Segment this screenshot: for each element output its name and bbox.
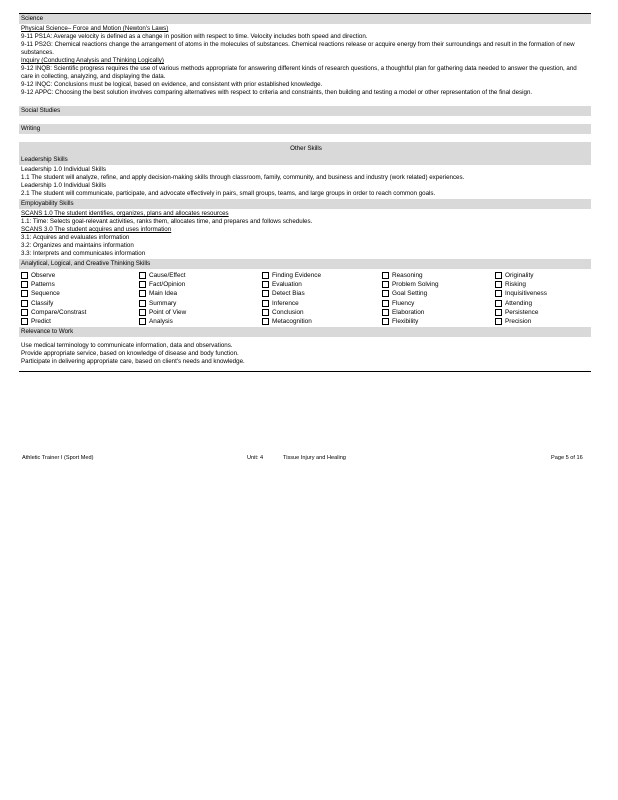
standard-line: Leadership 1.0 Individual Skills — [21, 182, 106, 189]
standard-line: Participate in delivering appropriate care, based on client's needs and knowledge. — [21, 358, 245, 366]
checkbox-column — [21, 271, 139, 326]
standard-line: Leadership 1.0 Individual Skills — [21, 166, 106, 173]
checkbox-square-icon[interactable] — [21, 281, 28, 288]
skill-label: Elaboration — [392, 308, 425, 316]
skill-label: Point of View — [149, 308, 187, 316]
skill-label: Originality — [505, 272, 534, 279]
checkbox-square-icon[interactable] — [139, 318, 146, 325]
checkbox-square-icon[interactable] — [139, 272, 146, 279]
standard-line: 1.1: Time: Selects goal-relevant activities, ranks them, allocates time, and prepares and follows schedules. — [21, 218, 313, 225]
skill-checkbox[interactable] — [495, 271, 590, 280]
checkbox-square-icon[interactable] — [382, 318, 389, 325]
leadership-header: Leadership Skills — [19, 155, 591, 165]
standard-line: 3.1: Acquires and evaluates information — [21, 234, 130, 241]
checkbox-square-icon[interactable] — [21, 290, 28, 297]
skill-label: Metacognition — [272, 317, 312, 325]
skill-checkbox[interactable] — [262, 280, 382, 289]
skill-label: Precision — [505, 317, 532, 325]
checkbox-square-icon[interactable] — [139, 281, 146, 288]
skill-label: Detect Bias — [272, 290, 305, 298]
skill-label: Fluency — [392, 299, 415, 307]
skill-label: Evaluation — [272, 281, 302, 289]
checkbox-square-icon[interactable] — [139, 300, 146, 307]
skill-label: Flexibility — [392, 317, 419, 325]
skill-checkbox[interactable] — [262, 289, 382, 298]
skill-checkbox[interactable] — [21, 299, 139, 308]
checkbox-square-icon[interactable] — [382, 300, 389, 307]
skill-checkbox[interactable] — [382, 289, 495, 298]
skill-label: Observe — [31, 272, 56, 279]
relevance-header: Relevance to Work — [19, 327, 591, 337]
checkbox-column — [382, 271, 495, 326]
skill-checkbox[interactable] — [21, 289, 139, 298]
thinking-skills-checkboxes — [19, 269, 591, 327]
skill-checkbox[interactable] — [382, 280, 495, 289]
checkbox-square-icon[interactable] — [262, 300, 269, 307]
checkbox-column — [262, 271, 382, 326]
skill-label: Attending — [505, 299, 533, 307]
standard-line: 9-12 APPC: Choosing the best solution involves comparing alternatives with respect to criteria and constraints, then building and testing a model or other representation of the final design. — [21, 89, 533, 96]
skill-label: Sequence — [31, 290, 60, 298]
checkbox-square-icon[interactable] — [495, 300, 502, 307]
skill-checkbox[interactable] — [139, 289, 262, 298]
checkbox-square-icon[interactable] — [139, 290, 146, 297]
skill-checkbox[interactable] — [21, 271, 139, 280]
skill-label: Fact/Opinion — [149, 281, 186, 289]
skill-checkbox[interactable] — [382, 271, 495, 280]
checkbox-square-icon[interactable] — [382, 290, 389, 297]
relevance-body — [19, 341, 591, 367]
skill-checkbox[interactable] — [21, 317, 139, 326]
skill-checkbox[interactable] — [382, 299, 495, 308]
standard-line: 2.1 The student will communicate, participate, and advocate effectively in pairs, small groups, teams, and large groups in order to reach common goals. — [21, 190, 436, 197]
checkbox-square-icon[interactable] — [382, 309, 389, 316]
standard-line: Use medical terminology to communicate information, data and observations. — [21, 342, 233, 350]
standard-line: SCANS 1.0 The student identifies, organizes, plans and allocates resources — [21, 210, 229, 217]
checkbox-column — [495, 271, 590, 326]
standard-line: 3.3: Interprets and communicates information — [21, 250, 146, 257]
standard-line: 1.1 The student will analyze, refine, and apply decision-making skills through classroom, family, community, and business and industry (work related) experiences. — [21, 174, 465, 181]
checkbox-square-icon[interactable] — [139, 309, 146, 316]
skill-label: Cause/Effect — [149, 272, 186, 279]
employability-body — [19, 209, 591, 259]
social-studies-header: Social Studies — [19, 106, 591, 116]
skill-label: Analysis — [149, 317, 173, 325]
standard-line: Provide appropriate service, based on knowledge of disease and body function. — [21, 350, 239, 358]
standard-line: 9-12 INQC: Conclusions must be logical, based on evidence, and consistent with prior established knowledge. — [21, 81, 323, 88]
standard-line: 9-11 PS1A: Average velocity is defined as a change in position with respect to time. Velocity includes both speed and direction. — [21, 33, 368, 40]
footer-course: Athletic Trainer I (Sport Med) — [22, 455, 94, 461]
checkbox-square-icon[interactable] — [495, 309, 502, 316]
checkbox-square-icon[interactable] — [262, 318, 269, 325]
checkbox-square-icon[interactable] — [262, 290, 269, 297]
standard-line: Inquiry (Conducting Analysis and Thinking Logically) — [21, 57, 164, 64]
other-skills-header: Other Skills — [19, 142, 591, 155]
skill-checkbox[interactable] — [139, 299, 262, 308]
skill-checkbox[interactable] — [262, 308, 382, 317]
employability-header: Employability Skills — [19, 199, 591, 209]
skill-checkbox[interactable] — [495, 299, 590, 308]
skill-checkbox[interactable] — [139, 317, 262, 326]
skill-label: Patterns — [31, 281, 55, 289]
checkbox-square-icon[interactable] — [495, 281, 502, 288]
standard-line: Physical Science– Force and Motion (Newton's Laws) — [21, 25, 169, 32]
skill-label: Risking — [505, 281, 526, 289]
footer-unit-title: Tissue Injury and Healing — [283, 455, 346, 461]
checkbox-square-icon[interactable] — [495, 290, 502, 297]
skill-checkbox[interactable] — [495, 289, 590, 298]
skill-label: Summary — [149, 299, 177, 307]
writing-header: Writing — [19, 124, 591, 134]
science-header: Science — [19, 14, 591, 24]
skill-checkbox[interactable] — [382, 317, 495, 326]
thinking-skills-header: Analytical, Logical, and Creative Thinking Skills — [19, 259, 591, 269]
checkbox-square-icon[interactable] — [21, 318, 28, 325]
standard-line: 3.2: Organizes and maintains information — [21, 242, 134, 249]
skill-checkbox[interactable] — [495, 280, 590, 289]
checkbox-square-icon[interactable] — [21, 300, 28, 307]
checkbox-square-icon[interactable] — [262, 272, 269, 279]
checkbox-square-icon[interactable] — [262, 309, 269, 316]
checkbox-square-icon[interactable] — [495, 272, 502, 279]
skill-label: Conclusion — [272, 308, 304, 316]
skill-checkbox[interactable] — [139, 308, 262, 317]
skill-checkbox[interactable] — [382, 308, 495, 317]
footer-page-number: Page 5 of 16 — [551, 455, 583, 461]
skill-label: Inference — [272, 299, 299, 307]
checkbox-square-icon[interactable] — [495, 318, 502, 325]
standard-line: 9-12 INQB: Scientific progress requires the use of various methods appropriate for answering different kinds of research questions, a thoughtful plan for gathering data needed to answer the question, and care in collecting, analyzing, and displaying the data. — [21, 65, 577, 80]
skill-label: Main Idea — [149, 290, 178, 298]
checkbox-column — [139, 271, 262, 326]
skill-checkbox[interactable] — [139, 280, 262, 289]
checkbox-square-icon[interactable] — [262, 281, 269, 288]
skill-checkbox[interactable] — [495, 308, 590, 317]
skill-checkbox[interactable] — [495, 317, 590, 326]
standard-line: 9-11 PS2G: Chemical reactions change the arrangement of atoms in the molecules of substances. Chemical reactions release or acquire energy from their surroundings and result in the formation of new substances. — [21, 41, 575, 56]
skill-label: Goal Setting — [392, 290, 428, 298]
checkbox-square-icon[interactable] — [21, 272, 28, 279]
standards-table — [19, 13, 591, 372]
skill-label: Compare/Constrast — [31, 308, 87, 316]
skill-checkbox[interactable] — [262, 271, 382, 280]
skill-label: Reasoning — [392, 272, 423, 279]
skill-label: Persistence — [505, 308, 539, 316]
checkbox-square-icon[interactable] — [21, 309, 28, 316]
leadership-body — [19, 165, 591, 199]
skill-checkbox[interactable] — [21, 308, 139, 317]
skill-checkbox[interactable] — [262, 317, 382, 326]
skill-label: Finding Evidence — [272, 272, 322, 279]
skill-checkbox[interactable] — [21, 280, 139, 289]
skill-label: Problem Solving — [392, 281, 439, 289]
checkbox-square-icon[interactable] — [382, 281, 389, 288]
checkbox-square-icon[interactable] — [382, 272, 389, 279]
skill-label: Classify — [31, 299, 54, 307]
skill-label: Inquisitiveness — [505, 290, 547, 298]
skill-checkbox[interactable] — [262, 299, 382, 308]
skill-label: Predict — [31, 317, 51, 325]
skill-checkbox[interactable] — [139, 271, 262, 280]
standard-line: SCANS 3.0 The student acquires and uses information — [21, 226, 172, 233]
footer-unit: Unit: 4 — [247, 455, 264, 461]
science-body — [19, 24, 591, 98]
